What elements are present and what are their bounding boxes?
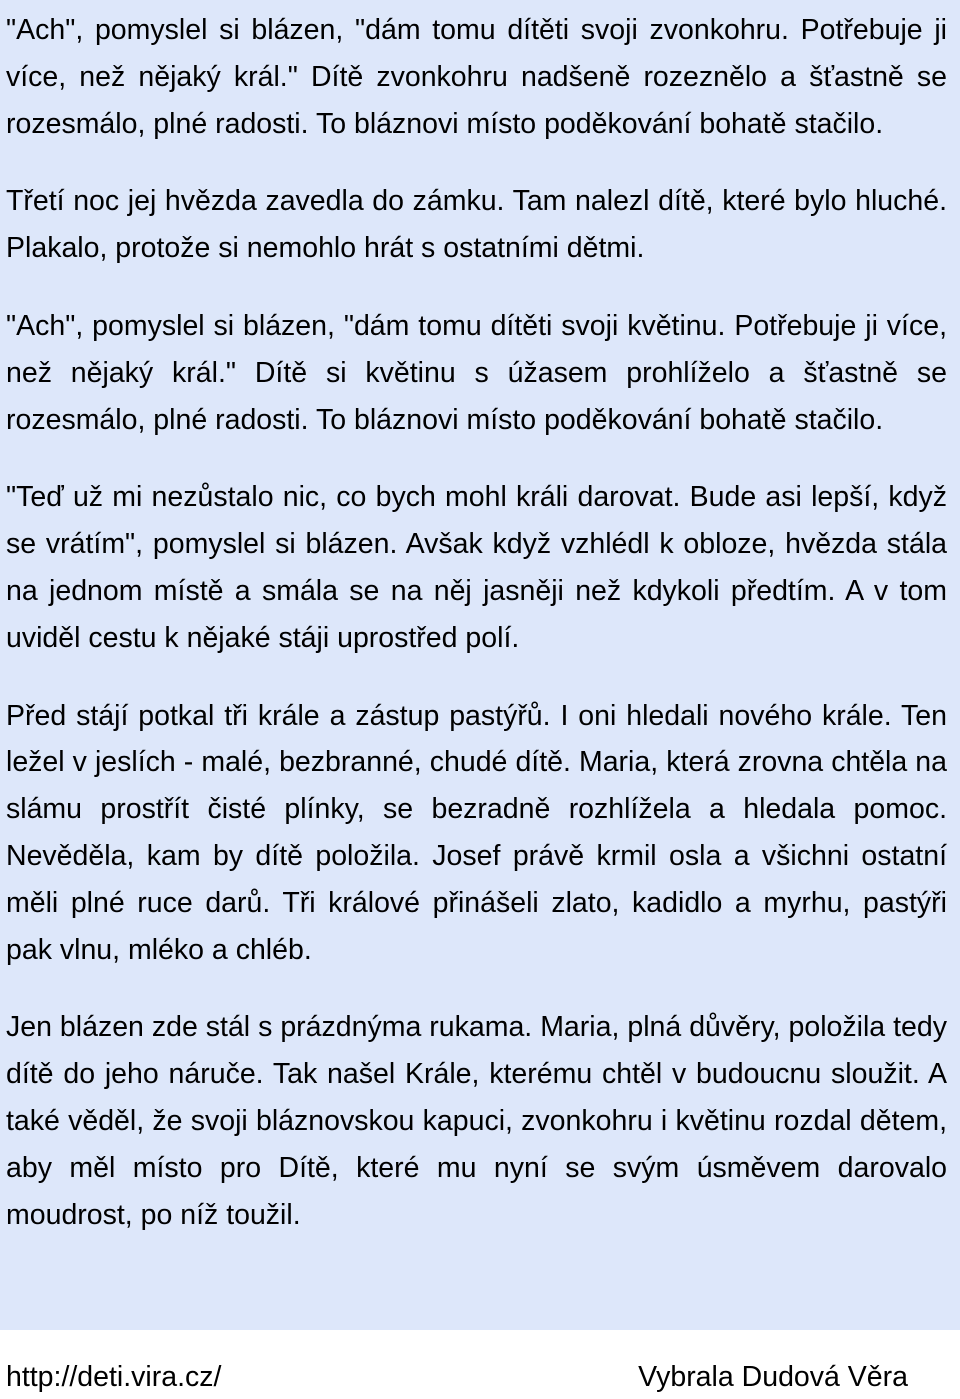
paragraph: "Teď už mi nezůstalo nic, co bych mohl králi darovat. Bude asi lepší, když se vrátím", pomyslel si blázen. Avšak když vzhlédl k obloze, hvězda stála na jednom místě a smála se na něj jasněji než kdykoli předtím. A v tom uviděl cestu k nějaké stáji uprostřed polí.: [6, 481, 947, 654]
story-text: [6, 7, 947, 1269]
paragraph: "Ach", pomyslel si blázen, "dám tomu dítěti svoji zvonkohru. Potřebuje ji více, než nějaký král." Dítě zvonkohru nadšeně rozeznělo a šťastně se rozesmálo, plné radosti. To bláznovi místo poděkování bohatě stačilo.: [6, 14, 947, 140]
author-credit: Vybrala Dudová Věra: [638, 1361, 908, 1393]
source-link[interactable]: http://deti.vira.cz/: [6, 1361, 222, 1393]
paragraph: "Ach", pomyslel si blázen, "dám tomu dítěti svoji květinu. Potřebuje ji více, než nějaký král." Dítě si květinu s úžasem prohlíželo a šťastně se rozesmálo, plné radosti. To bláznovi místo poděkování bohatě stačilo.: [6, 309, 947, 436]
paragraph: Před stájí potkal tři krále a zástup pastýřů. I oni hledali nového krále. Ten ležel v jeslích - malé, bezbranné, chudé dítě. Maria, která zrovna chtěla na slámu prostřít čisté plínky, se bezradně rozhlížela a hledala pomoc. Nevěděla, kam by dítě položila. Josef právě krmil osla a všichni ostatní měli plné ruce darů. Tři králové přinášeli zlato, kadidlo a myrhu, pastýři pak vlnu, mléko a chléb.: [6, 699, 947, 966]
page-footer: [0, 1330, 960, 1399]
paragraph: Jen blázen zde stál s prázdnýma rukama. Maria, plná důvěry, položila tedy dítě do jeho náruče. Tak našel Krále, kterému chtěl v budoucnu sloužit. A také věděl, že svoji bláznovskou kapuci, zvonkohru i květinu rozdal dětem, aby měl místo pro Dítě, které mu nyní se svým úsměvem darovalo moudrost, po níž toužil.: [6, 1011, 947, 1231]
paragraph: Třetí noc jej hvězda zavedla do zámku. Tam nalezl dítě, které bylo hluché. Plakalo, protože si nemohlo hrát s ostatními dětmi.: [6, 185, 947, 265]
